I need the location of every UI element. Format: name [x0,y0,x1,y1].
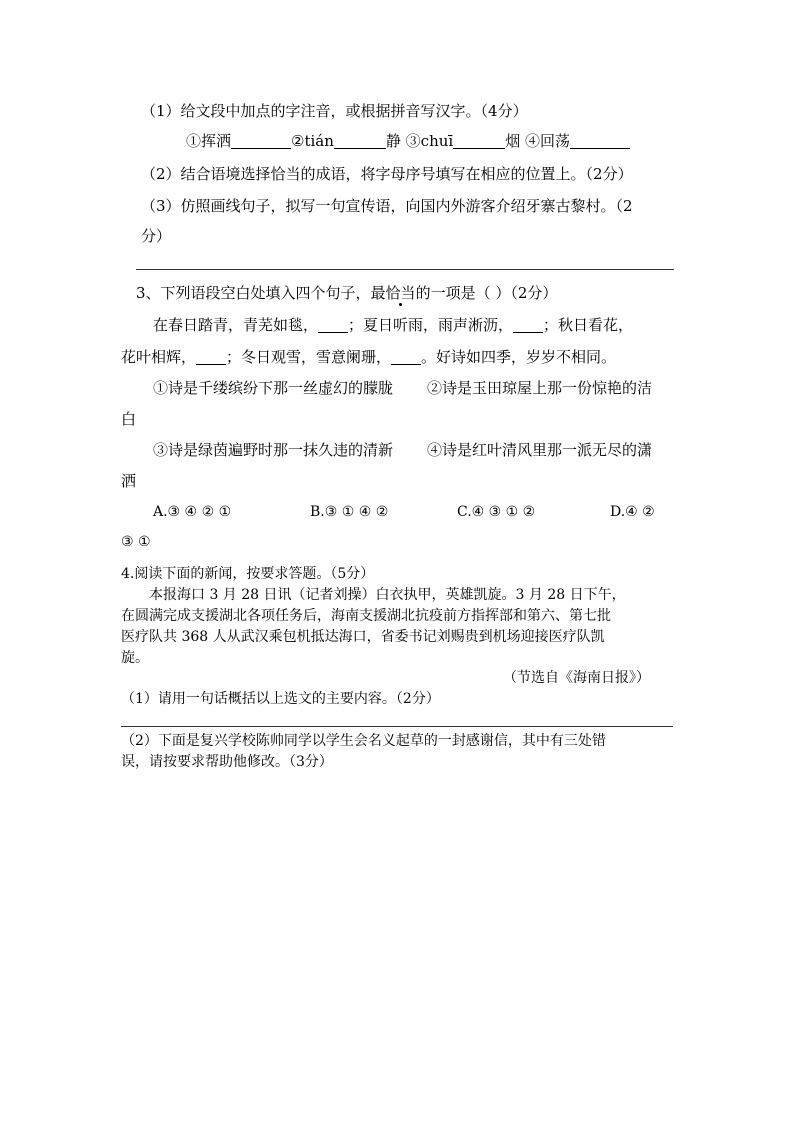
q3-paragraph-line2: 花叶相辉， ；冬日观雪，雪意阑珊， 。好诗如四季，岁岁不相同。 [121,348,617,366]
answer-line-q2[interactable] [136,269,674,270]
q3-choice-a[interactable]: A.③ ④ ② ① [153,504,232,520]
q2-item-2: ②tián [291,132,334,150]
q4-stem: 4.阅读下面的新闻，按要求答题。（5分） [121,566,375,582]
q2-sub2: （2）结合语境选择恰当的成语，将字母序号填写在相应的位置上。（2分） [141,165,633,183]
fill-blank-1[interactable] [318,318,348,333]
q3-stem: 3、下列语段空白处填入四个句子，最恰当的一项是（ ）（2分） [136,284,558,302]
fill-blank-4[interactable] [391,350,421,365]
q2-items-line [186,134,630,149]
answer-line-q4[interactable] [121,726,673,727]
q2-sub1: （1）给文段中加点的字注音，或根据拼音写汉字。（4分） [141,102,528,120]
q3-choice-b[interactable]: B.③ ① ④ ② [310,504,389,520]
q3-choice-d-cont: ③ ① [121,534,151,550]
emphasis-dots: 恰当 [385,284,416,302]
q3-options-line1 [153,381,652,396]
answer-blank-2[interactable] [334,134,386,149]
q3-option-2-cont: 白 [121,410,137,428]
q4-news-line3: 医疗队共 368 人从武汉乘包机抵达海口，省委书记刘赐贵到机场迎接医疗队凯 [121,629,605,645]
answer-blank-1[interactable] [231,134,291,149]
q3-option-1: ①诗是千缕缤纷下那一丝虚幻的朦胧 [153,379,394,397]
q3-option-4: ④诗是红叶清风里那一派无尽的潇 [427,441,653,459]
answer-blank-3[interactable] [453,134,505,149]
q3-option-3: ③诗是绿茵遍野时那一抹久违的清新 [153,441,394,459]
q3-options-line2 [153,443,652,458]
q3-option-2: ②诗是玉田琼屋上那一份惊艳的洁 [427,379,653,397]
q3-choice-c[interactable]: C.④ ③ ① ② [457,504,536,520]
q4-news-line2: 在圆满完成支援湖北各项任务后，海南支援湖北抗疫前方指挥部和第六、第七批 [121,608,611,624]
q2-sub3-line2: 分） [141,227,172,245]
answer-blank-4[interactable] [570,134,630,149]
q4-news-line4: 旋。 [121,650,149,666]
q3-option-4-cont: 洒 [121,472,137,490]
q2-item-3: 静 ③chuī [385,132,454,150]
q3-paragraph-line1: 在春日踏青，青芜如毯， ；夏日听雨，雨声淅沥， ；秋日看花， [153,316,634,334]
q2-sub3-line1: （3）仿照画线句子，拟写一句宣传语，向国内外游客介绍牙寨古黎村。（2 [141,197,633,215]
q4-sub2-line1: （2）下面是复兴学校陈帅同学以学生会名义起草的一封感谢信，其中有三处错 [121,733,606,749]
fill-blank-3[interactable] [196,350,226,365]
q2-item-4: 烟 ④回荡 [505,132,570,150]
fill-blank-2[interactable] [513,318,543,333]
q4-news-line1: 本报海口 3 月 28 日讯（记者刘操）白衣执甲，英雄凯旋。3 月 28 日下午， [149,587,626,603]
q4-sub1: （1）请用一句话概括以上选文的主要内容。（2分） [121,691,440,707]
q4-source: （节选自《海南日报》） [503,670,650,686]
q4-sub2-line2: 误，请按要求帮助他修改。（3分） [121,754,333,770]
q2-item-1: ①挥洒 [186,132,232,150]
q3-choice-d[interactable]: D.④ ② [610,504,655,520]
